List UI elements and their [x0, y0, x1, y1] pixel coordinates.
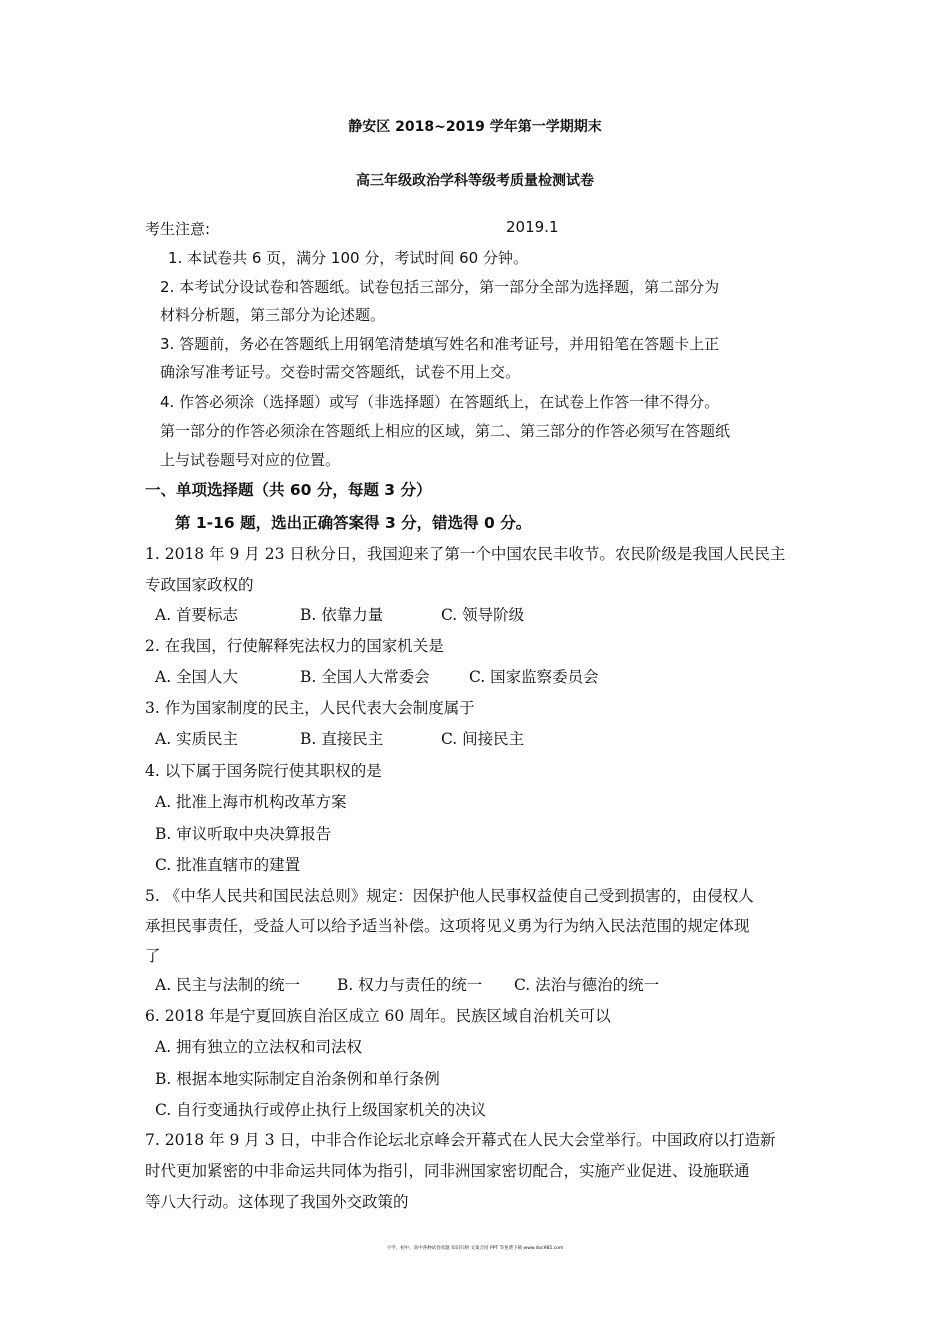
question-2: 2. 在我国，行使解释宪法权力的国家机关是 — [145, 637, 444, 655]
section-subheading: 第 1-16 题，选出正确答案得 3 分，错选得 0 分。 — [175, 514, 532, 532]
question-5-line2: 承担民事责任，受益人可以给予适当补偿。这项将见义勇为行为纳入民法范围的规定体现 — [145, 917, 750, 935]
section-heading: 一、单项选择题（共 60 分，每题 3 分） — [145, 481, 432, 499]
question-4: 4. 以下属于国务院行使其职权的是 — [145, 762, 382, 780]
question-4-option-c: C. 批准直辖市的建置 — [155, 856, 301, 874]
question-6-option-b: B. 根据本地实际制定自治条例和单行条例 — [155, 1070, 440, 1088]
question-7-line1: 7. 2018 年 9 月 3 日，中非合作论坛北京峰会开幕式在人民大会堂举行。中国政府以打造新 — [145, 1131, 776, 1149]
question-3-option-b: B. 直接民主 — [300, 730, 384, 748]
exam-title-line1: 静安区 2018~2019 学年第一学期期末 — [348, 119, 602, 135]
question-1-option-b: B. 依靠力量 — [300, 606, 384, 624]
question-5-line1: 5. 《中华人民共和国民法总则》规定：因保护他人民事权益使自己受到损害的，由侵权人 — [145, 887, 754, 905]
question-6-option-a: A. 拥有独立的立法权和司法权 — [155, 1038, 363, 1056]
exam-date: 2019.1 — [506, 218, 559, 236]
notice-item-2-line2: 材料分析题，第三部分为论述题。 — [160, 306, 386, 324]
notice-item-4-line2: 第一部分的作答必须涂在答题纸上相应的区域，第二、第三部分的作答必须写在答题纸 — [160, 422, 731, 440]
question-2-option-a: A. 全国人大 — [155, 668, 239, 686]
question-3: 3. 作为国家制度的民主，人民代表大会制度属于 — [145, 699, 475, 717]
notice-label: 考生注意: — [145, 220, 211, 238]
question-5-option-a: A. 民主与法制的统一 — [155, 976, 301, 994]
question-1-line2: 专政国家政权的 — [145, 576, 254, 594]
question-3-option-a: A. 实质民主 — [155, 730, 239, 748]
exam-title-line2: 高三年级政治学科等级考质量检测试卷 — [356, 173, 594, 189]
notice-item-2-line1: 2. 本考试分设试卷和答题纸。试卷包括三部分，第一部分全部为选择题，第二部分为 — [160, 278, 720, 296]
question-7-line3: 等八大行动。这体现了我国外交政策的 — [145, 1193, 409, 1211]
notice-item-4-line1: 4. 作答必须涂（选择题）或写（非选择题）在答题纸上，在试卷上作答一律不得分。 — [160, 393, 720, 411]
question-3-option-c: C. 间接民主 — [441, 730, 525, 748]
notice-item-4-line3: 上与试卷题号对应的位置。 — [160, 451, 341, 469]
notice-item-1: 1. 本试卷共 6 页，满分 100 分，考试时间 60 分钟。 — [168, 249, 528, 267]
question-5-option-c: C. 法治与德治的统一 — [514, 976, 660, 994]
question-6-option-c: C. 自行变通执行或停止执行上级国家机关的决议 — [155, 1101, 487, 1119]
notice-item-3-line1: 3. 答题前，务必在答题纸上用钢笔清楚填写姓名和准考证号，并用铅笔在答题卡上正 — [160, 335, 720, 353]
question-4-option-a: A. 批准上海市机构改革方案 — [155, 793, 347, 811]
question-6: 6. 2018 年是宁夏回族自治区成立 60 周年。民族区域自治机关可以 — [145, 1007, 611, 1025]
question-1-line1: 1. 2018 年 9 月 23 日秋分日，我国迎来了第一个中国农民丰收节。农民阶级是我国人民民主 — [145, 545, 786, 563]
footer-watermark: 小学、初中、高中各种试卷真题 知识归纳 文案合同 PPT 等免费下载 www.doc985.com — [386, 1246, 564, 1251]
question-2-option-c: C. 国家监察委员会 — [469, 668, 599, 686]
question-5-option-b: B. 权力与责任的统一 — [337, 976, 483, 994]
notice-item-3-line2: 确涂写准考证号。交卷时需交答题纸，试卷不用上交。 — [160, 363, 521, 381]
question-5-line3: 了 — [145, 947, 161, 965]
question-4-option-b: B. 审议听取中央决算报告 — [155, 825, 332, 843]
question-7-line2: 时代更加紧密的中非命运共同体为指引，同非洲国家密切配合，实施产业促进、设施联通 — [145, 1162, 750, 1180]
question-1-option-c: C. 领导阶级 — [441, 606, 525, 624]
question-2-option-b: B. 全国人大常委会 — [300, 668, 430, 686]
question-1-option-a: A. 首要标志 — [155, 606, 239, 624]
